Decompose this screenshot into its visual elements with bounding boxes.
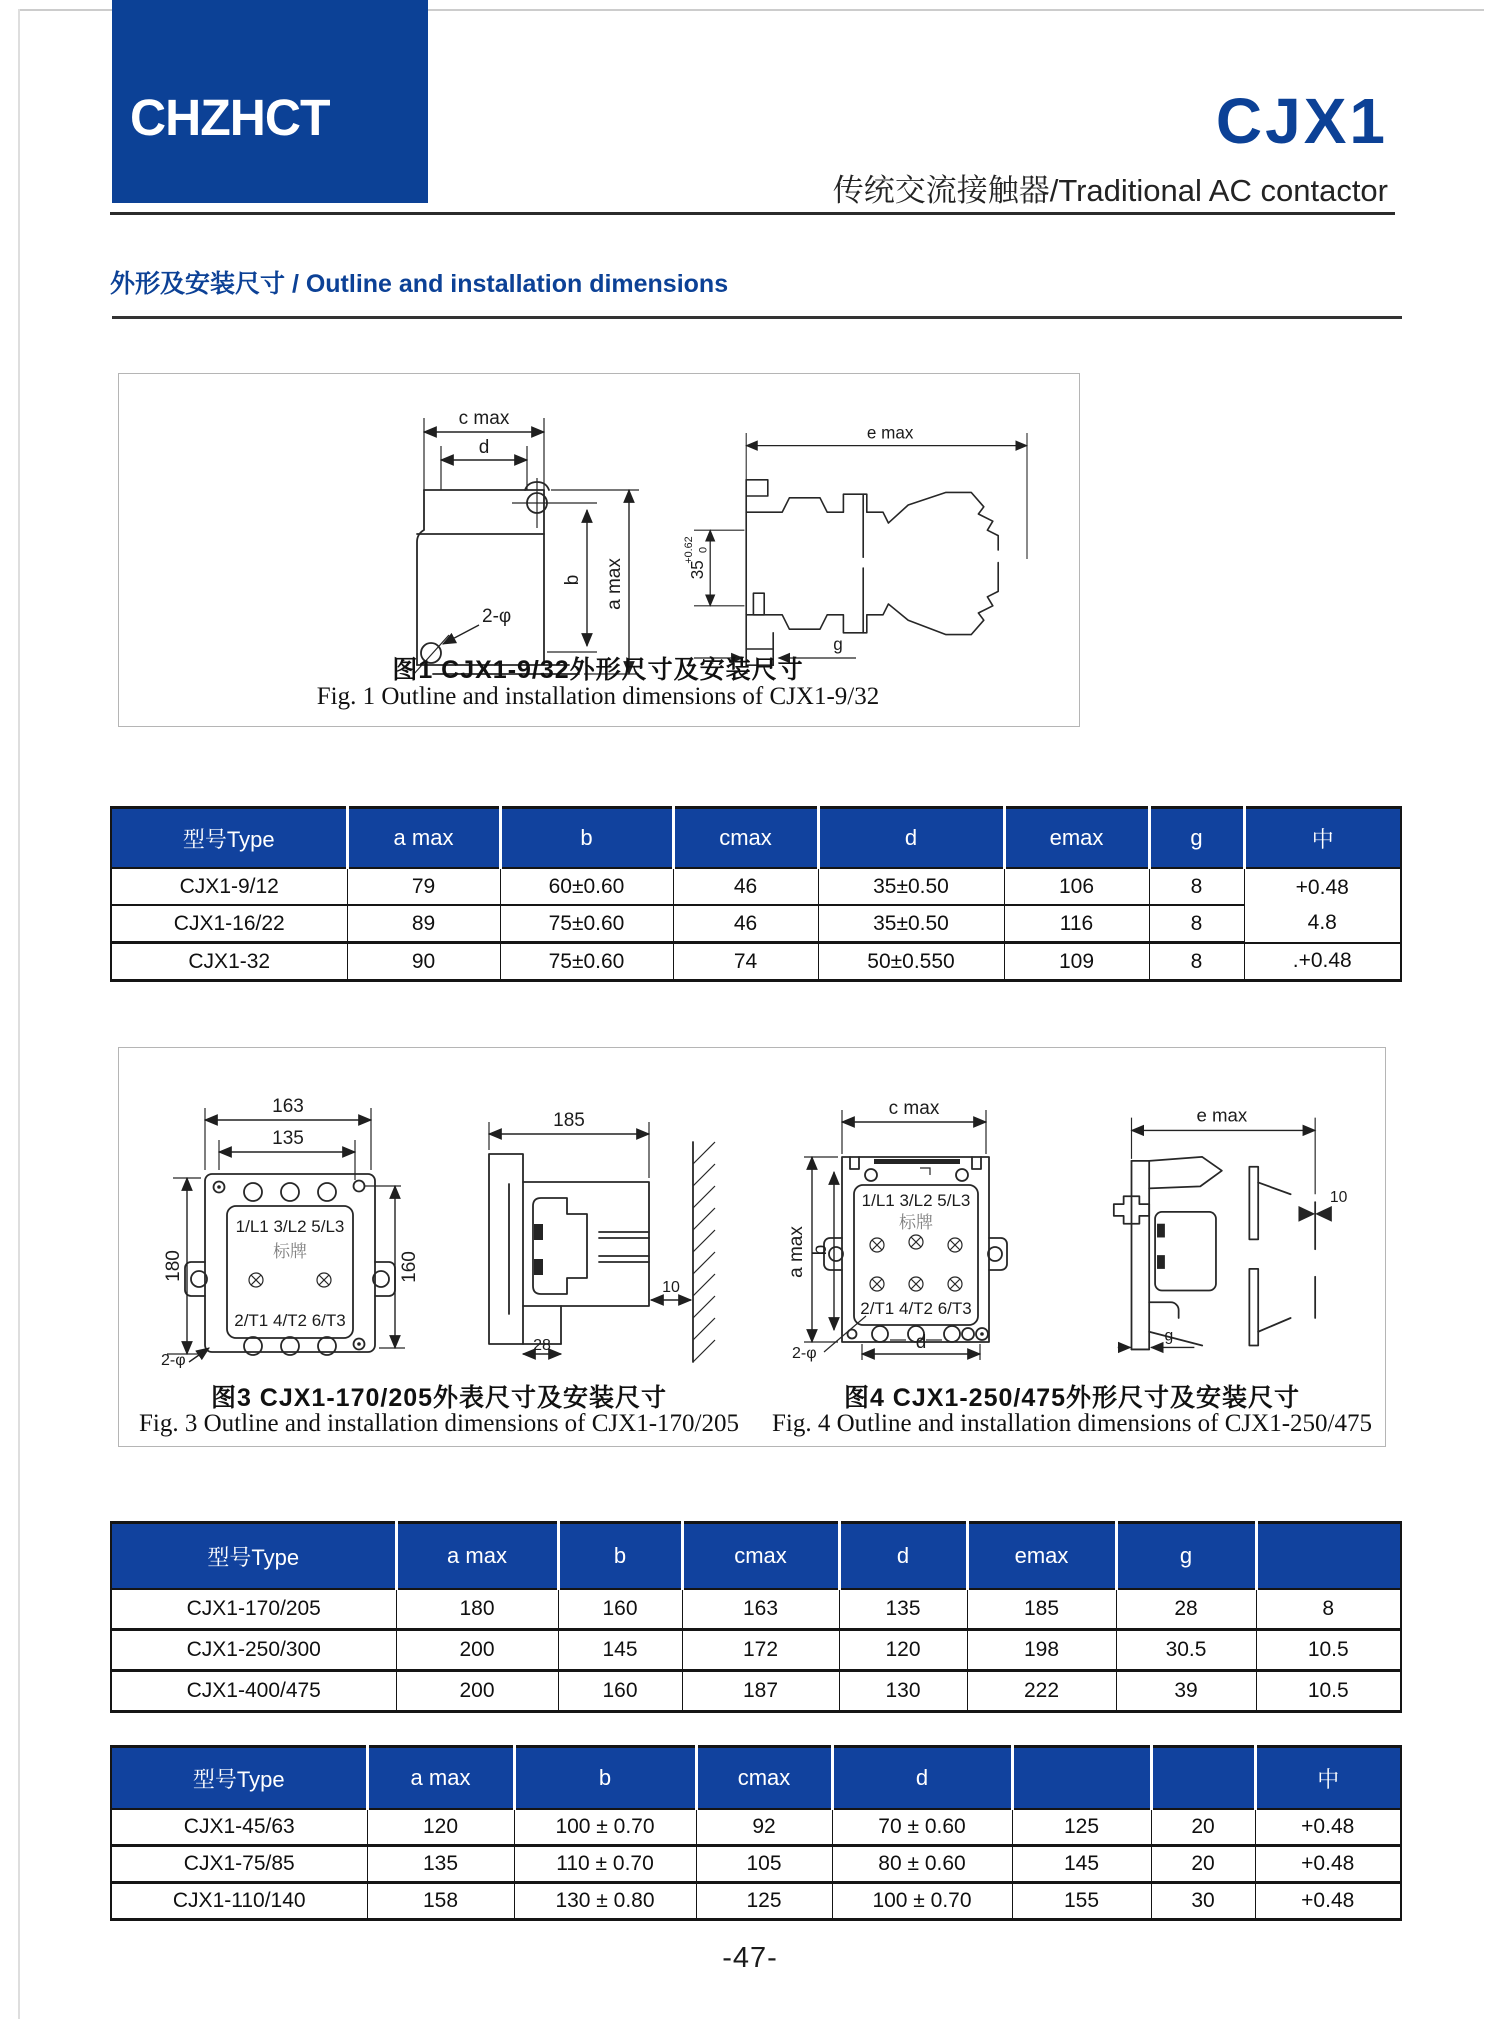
dim-label-b: b bbox=[810, 1244, 831, 1256]
section-rule bbox=[112, 316, 1402, 319]
cell: 30.5 bbox=[1116, 1630, 1256, 1671]
table-row bbox=[111, 1846, 1401, 1883]
column-header-d: d bbox=[832, 1747, 1012, 1810]
cell-model: CJX1-250/300 bbox=[111, 1630, 396, 1671]
fig4-side-drawing bbox=[1104, 1052, 1379, 1364]
cell: 46 bbox=[673, 868, 818, 905]
phi-tolerance: +0.48 bbox=[1295, 876, 1349, 900]
cell: 8 bbox=[1149, 905, 1244, 943]
cell: 160 bbox=[558, 1671, 682, 1712]
column-header-b: b bbox=[558, 1523, 682, 1590]
cell: 185 bbox=[967, 1589, 1116, 1630]
fig3-front-drawing bbox=[143, 1056, 463, 1368]
cell: 35±0.50 bbox=[818, 905, 1004, 943]
cell-model: CJX1-400/475 bbox=[111, 1671, 396, 1712]
column-header-g: g bbox=[1116, 1523, 1256, 1590]
cell: 28 bbox=[1116, 1589, 1256, 1630]
figure4-caption-zh: 图4 CJX1-250/475外形尺寸及安装尺寸 bbox=[843, 1384, 1301, 1412]
column-header-b: b bbox=[514, 1747, 696, 1810]
dim-label-d: d bbox=[478, 437, 490, 458]
column-header-g: g bbox=[1149, 808, 1244, 869]
dim-label-2phi: 2-φ bbox=[482, 606, 512, 627]
fig1-side-drawing bbox=[667, 382, 1072, 682]
dim-label-35-sup: +0.62 bbox=[683, 536, 696, 564]
dim-label-10: 10 bbox=[1329, 1189, 1348, 1207]
fig1-front-drawing bbox=[329, 382, 689, 682]
dim-label-185: 185 bbox=[553, 1110, 585, 1131]
cell-phi: .+0.48 bbox=[1244, 943, 1401, 981]
cell: 74 bbox=[673, 943, 818, 981]
column-header-amax: a max bbox=[396, 1523, 558, 1590]
cell: 125 bbox=[696, 1883, 832, 1920]
cell: 89 bbox=[347, 905, 500, 943]
brand-logo-text: CHZHCT bbox=[130, 89, 330, 146]
dim-label-10: 10 bbox=[662, 1279, 680, 1296]
dim-label-cmax: c max bbox=[458, 408, 510, 429]
cell-model: CJX1-110/140 bbox=[111, 1883, 367, 1920]
cell: 20 bbox=[1151, 1846, 1255, 1883]
cell: 158 bbox=[367, 1883, 514, 1920]
cell: 198 bbox=[967, 1630, 1116, 1671]
cell: 8 bbox=[1256, 1589, 1401, 1630]
column-header-amax: a max bbox=[367, 1747, 514, 1810]
nameplate-label: 标牌 bbox=[273, 1242, 307, 1261]
cell: 80 ± 0.60 bbox=[832, 1846, 1012, 1883]
table-header-row bbox=[111, 1523, 1401, 1590]
cell: 10.5 bbox=[1256, 1630, 1401, 1671]
table-row bbox=[111, 943, 1401, 981]
cell: +0.48 bbox=[1255, 1846, 1401, 1883]
dim-label-cmax: c max bbox=[888, 1098, 940, 1119]
column-header-blank bbox=[1012, 1747, 1151, 1810]
wall-hatching bbox=[693, 1142, 715, 1362]
column-header-cmax: cmax bbox=[696, 1747, 832, 1810]
cell: +0.48 bbox=[1255, 1809, 1401, 1846]
column-header-b: b bbox=[500, 808, 673, 869]
fig3-side-drawing bbox=[471, 1054, 741, 1366]
terminal-labels-bottom: 2/T1 4/T2 6/T3 bbox=[234, 1311, 346, 1330]
figure3-caption-en: Fig. 3 Outline and installation dimensions of CJX1-170/205 bbox=[139, 1410, 739, 1437]
table-header-row bbox=[111, 1747, 1401, 1810]
brand-logo bbox=[112, 0, 428, 203]
dim-label-160: 160 bbox=[399, 1251, 420, 1283]
dim-label-35: 35 bbox=[688, 560, 707, 580]
product-title: CJX1 bbox=[1215, 85, 1388, 157]
column-header-type: 型号Type bbox=[111, 1747, 367, 1810]
screw-symbol bbox=[249, 1273, 331, 1287]
cell: 187 bbox=[682, 1671, 839, 1712]
cell: 50±0.550 bbox=[818, 943, 1004, 981]
column-header-type: 型号Type bbox=[111, 808, 347, 869]
cell: 135 bbox=[367, 1846, 514, 1883]
cell: 8 bbox=[1149, 943, 1244, 981]
cell: 163 bbox=[682, 1589, 839, 1630]
dimensions-table-cjx1-9-32 bbox=[110, 806, 1402, 982]
cell: 92 bbox=[696, 1809, 832, 1846]
dim-label-163: 163 bbox=[272, 1096, 304, 1117]
nameplate-label: 标牌 bbox=[899, 1213, 933, 1232]
cell: 160 bbox=[558, 1589, 682, 1630]
column-header-d: d bbox=[818, 808, 1004, 869]
page-edge-left bbox=[18, 9, 20, 2019]
cell: 10.5 bbox=[1256, 1671, 1401, 1712]
header-rule bbox=[110, 212, 1395, 215]
figure1-caption-en: Fig. 1 Outline and installation dimensions of CJX1-9/32 bbox=[316, 683, 880, 710]
figure1-caption-zh: 图1 CJX1-9/32外形尺寸及安装尺寸 bbox=[392, 656, 804, 684]
cell: 100 ± 0.70 bbox=[832, 1883, 1012, 1920]
cell: 35±0.50 bbox=[818, 868, 1004, 905]
cell: 46 bbox=[673, 905, 818, 943]
dim-label-135: 135 bbox=[272, 1128, 304, 1149]
column-header-d: d bbox=[839, 1523, 967, 1590]
column-header-blank bbox=[1256, 1523, 1401, 1590]
column-header-emax: emax bbox=[1004, 808, 1149, 869]
figure4-caption-en: Fig. 4 Outline and installation dimensions of CJX1-250/475 bbox=[772, 1410, 1372, 1437]
dimensions-table-cjx1-170-475 bbox=[110, 1521, 1402, 1713]
cell: 200 bbox=[396, 1630, 558, 1671]
column-header-blank bbox=[1151, 1747, 1255, 1810]
dim-label-2phi: 2-φ bbox=[792, 1345, 817, 1362]
cell: 100 ± 0.70 bbox=[514, 1809, 696, 1846]
table-row bbox=[111, 1883, 1401, 1920]
cell: 75±0.60 bbox=[500, 905, 673, 943]
column-header-phi: 中 bbox=[1255, 1747, 1401, 1810]
dim-label-emax: e max bbox=[1196, 1104, 1248, 1126]
cell-phi-merged bbox=[1244, 868, 1401, 943]
terminal-labels-top: 1/L1 3/L2 5/L3 bbox=[861, 1191, 971, 1210]
cell: 110 ± 0.70 bbox=[514, 1846, 696, 1883]
cell: 200 bbox=[396, 1671, 558, 1712]
phi-value: 4.8 bbox=[1307, 911, 1337, 935]
cell-model: CJX1-75/85 bbox=[111, 1846, 367, 1883]
cell: 135 bbox=[839, 1589, 967, 1630]
cell: 20 bbox=[1151, 1809, 1255, 1846]
cell: 130 ± 0.80 bbox=[514, 1883, 696, 1920]
table-row bbox=[111, 905, 1401, 943]
dim-label-g: g bbox=[833, 634, 843, 654]
product-subtitle: 传统交流接触器/Traditional AC contactor bbox=[832, 173, 1388, 208]
cell: 116 bbox=[1004, 905, 1149, 943]
dim-label-35-sub: 0 bbox=[697, 547, 710, 553]
dimensions-table-cjx1-45-140 bbox=[110, 1745, 1402, 1921]
terminal-labels-bottom: 2/T1 4/T2 6/T3 bbox=[860, 1299, 972, 1318]
cell: 90 bbox=[347, 943, 500, 981]
figure1-panel bbox=[118, 373, 1080, 727]
cell-model: CJX1-32 bbox=[111, 943, 347, 981]
table-header-row bbox=[111, 808, 1401, 869]
cell: 222 bbox=[967, 1671, 1116, 1712]
cell: 106 bbox=[1004, 868, 1149, 905]
column-header-type: 型号Type bbox=[111, 1523, 396, 1590]
dim-label-28: 28 bbox=[533, 1337, 551, 1354]
table-row bbox=[111, 868, 1401, 905]
cell: 79 bbox=[347, 868, 500, 905]
dim-label-2phi: 2-φ bbox=[161, 1352, 186, 1368]
cell: 60±0.60 bbox=[500, 868, 673, 905]
fig4-front-drawing bbox=[774, 1052, 1094, 1364]
cell: 120 bbox=[367, 1809, 514, 1846]
cell: 75±0.60 bbox=[500, 943, 673, 981]
cell: 145 bbox=[558, 1630, 682, 1671]
dim-label-amax: a max bbox=[604, 558, 625, 610]
table-row bbox=[111, 1809, 1401, 1846]
cell: 70 ± 0.60 bbox=[832, 1809, 1012, 1846]
cell: 155 bbox=[1012, 1883, 1151, 1920]
cell-model: CJX1-170/205 bbox=[111, 1589, 396, 1630]
screw-symbols bbox=[870, 1235, 962, 1291]
dim-label-amax: a max bbox=[786, 1226, 807, 1278]
dim-label-emax: e max bbox=[866, 423, 914, 443]
table-row bbox=[111, 1671, 1401, 1712]
column-header-amax: a max bbox=[347, 808, 500, 869]
table-row bbox=[111, 1589, 1401, 1630]
dim-label-d: d bbox=[915, 1332, 927, 1353]
column-header-cmax: cmax bbox=[673, 808, 818, 869]
cell: 109 bbox=[1004, 943, 1149, 981]
cell: 30 bbox=[1151, 1883, 1255, 1920]
cell: 105 bbox=[696, 1846, 832, 1883]
cell-model: CJX1-9/12 bbox=[111, 868, 347, 905]
cell-model: CJX1-16/22 bbox=[111, 905, 347, 943]
cell: 145 bbox=[1012, 1846, 1151, 1883]
cell: 120 bbox=[839, 1630, 967, 1671]
column-header-phi: 中 bbox=[1244, 808, 1401, 869]
cell-model: CJX1-45/63 bbox=[111, 1809, 367, 1846]
section-title: 外形及安装尺寸 / Outline and installation dimensions bbox=[110, 270, 729, 298]
column-header-cmax: cmax bbox=[682, 1523, 839, 1590]
cell: 125 bbox=[1012, 1809, 1151, 1846]
column-header-emax: emax bbox=[967, 1523, 1116, 1590]
page-number: -47- bbox=[722, 1942, 778, 1974]
cell: +0.48 bbox=[1255, 1883, 1401, 1920]
figure3-caption-zh: 图3 CJX1-170/205外表尺寸及安装尺寸 bbox=[210, 1384, 668, 1412]
cell: 172 bbox=[682, 1630, 839, 1671]
dim-label-180: 180 bbox=[163, 1250, 184, 1282]
table-row bbox=[111, 1630, 1401, 1671]
cell: 180 bbox=[396, 1589, 558, 1630]
cell: 39 bbox=[1116, 1671, 1256, 1712]
dim-label-g: g bbox=[1164, 1327, 1174, 1345]
cell: 8 bbox=[1149, 868, 1244, 905]
cell: 130 bbox=[839, 1671, 967, 1712]
dim-label-b: b bbox=[562, 574, 583, 586]
terminal-labels-top: 1/L1 3/L2 5/L3 bbox=[235, 1217, 345, 1236]
figure3-4-panel bbox=[118, 1047, 1386, 1447]
